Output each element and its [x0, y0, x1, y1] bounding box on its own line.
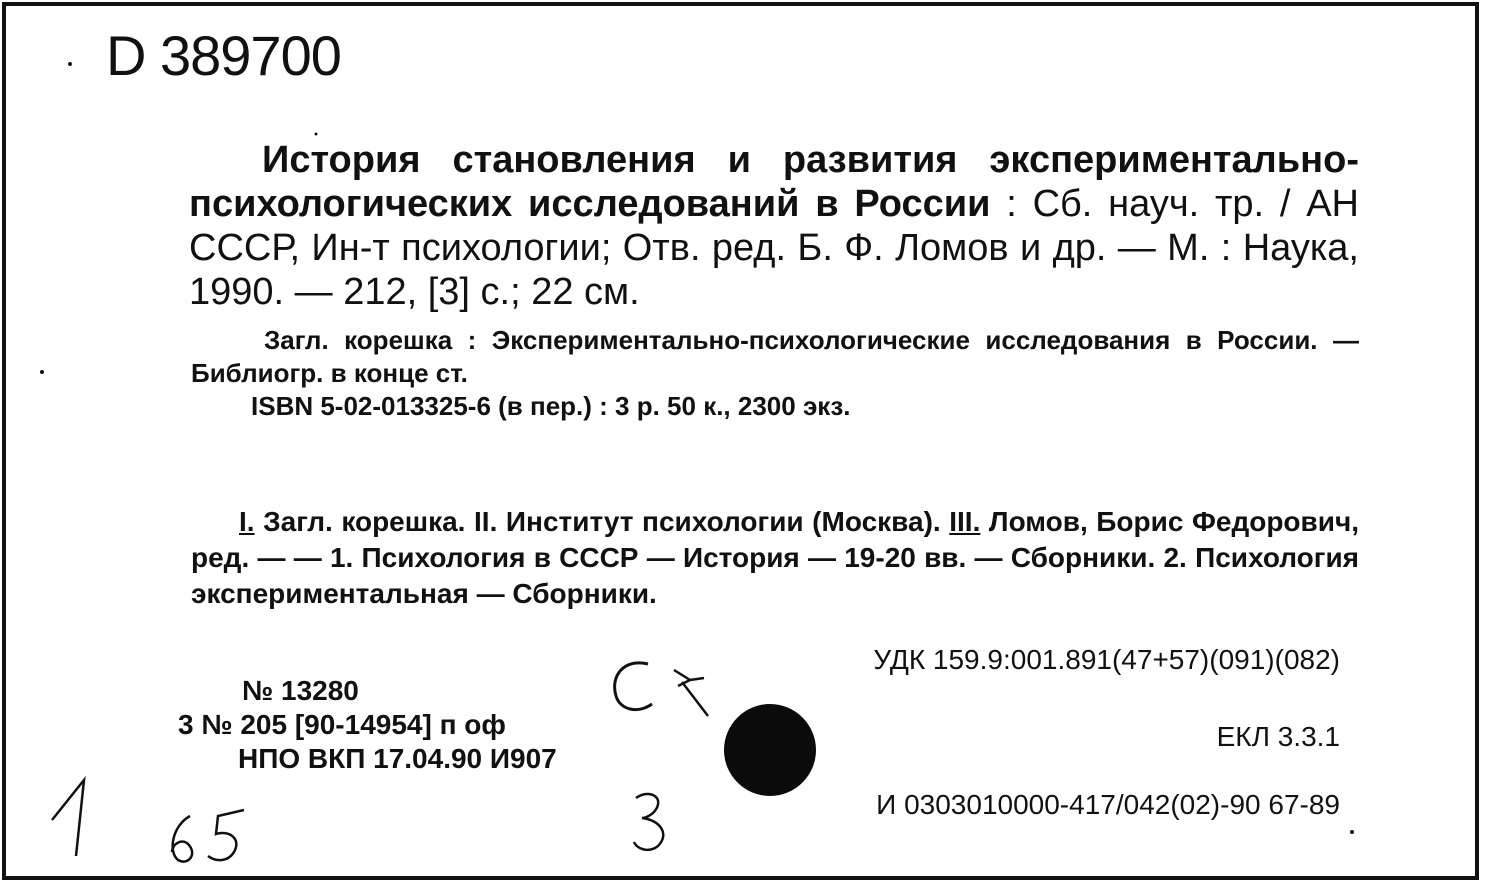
printer-line: НПО ВКП 17.04.90 И907: [238, 743, 557, 774]
spine-title-note: Загл. корешка : Экспериментально-психологические исследования в России. — Библиогр. в конце ст.: [191, 325, 1359, 388]
isbn-line: ISBN 5-02-013325-6 (в пер.) : 3 р. 50 к., 2300 экз.: [251, 391, 851, 421]
bibliographic-description: : Сб. науч. тр. / АН СССР, Ин-т психологии; Отв. ред. Б. Ф. Ломов и др. — М. : Наука, 1990. — 212, [3] с.; 22 см.: [189, 183, 1359, 313]
index-code: И 0303010000-417/042(02)-90 67-89: [876, 789, 1340, 820]
order-number: № 13280: [242, 675, 359, 706]
ekl-code: ЕКЛ 3.3.1: [1216, 721, 1340, 752]
catalog-card: [2, 2, 1479, 880]
accession-number: D 389700: [106, 24, 341, 87]
book-title: История становления и развития экспериментально-психологических исследований в России: [189, 139, 1359, 225]
scan-specks: [6, 6, 1483, 884]
tracing-text-1: Загл. корешка. II. Институт психологии (Москва).: [254, 506, 950, 537]
tracing-numeral-1: I.: [239, 506, 255, 537]
order-details: 3 № 205 [90-14954] п оф: [178, 709, 506, 740]
tracing-text-2: Ломов, Борис Федорович, ред. — — 1. Психология в СССР — История — 19-20 вв. — Сборники. 2. Психология экспериментальная — Сборники.: [191, 506, 1359, 609]
udk-code: УДК 159.9:001.891(47+57)(091)(082): [873, 644, 1340, 675]
tracing-numeral-3: III.: [949, 506, 981, 537]
